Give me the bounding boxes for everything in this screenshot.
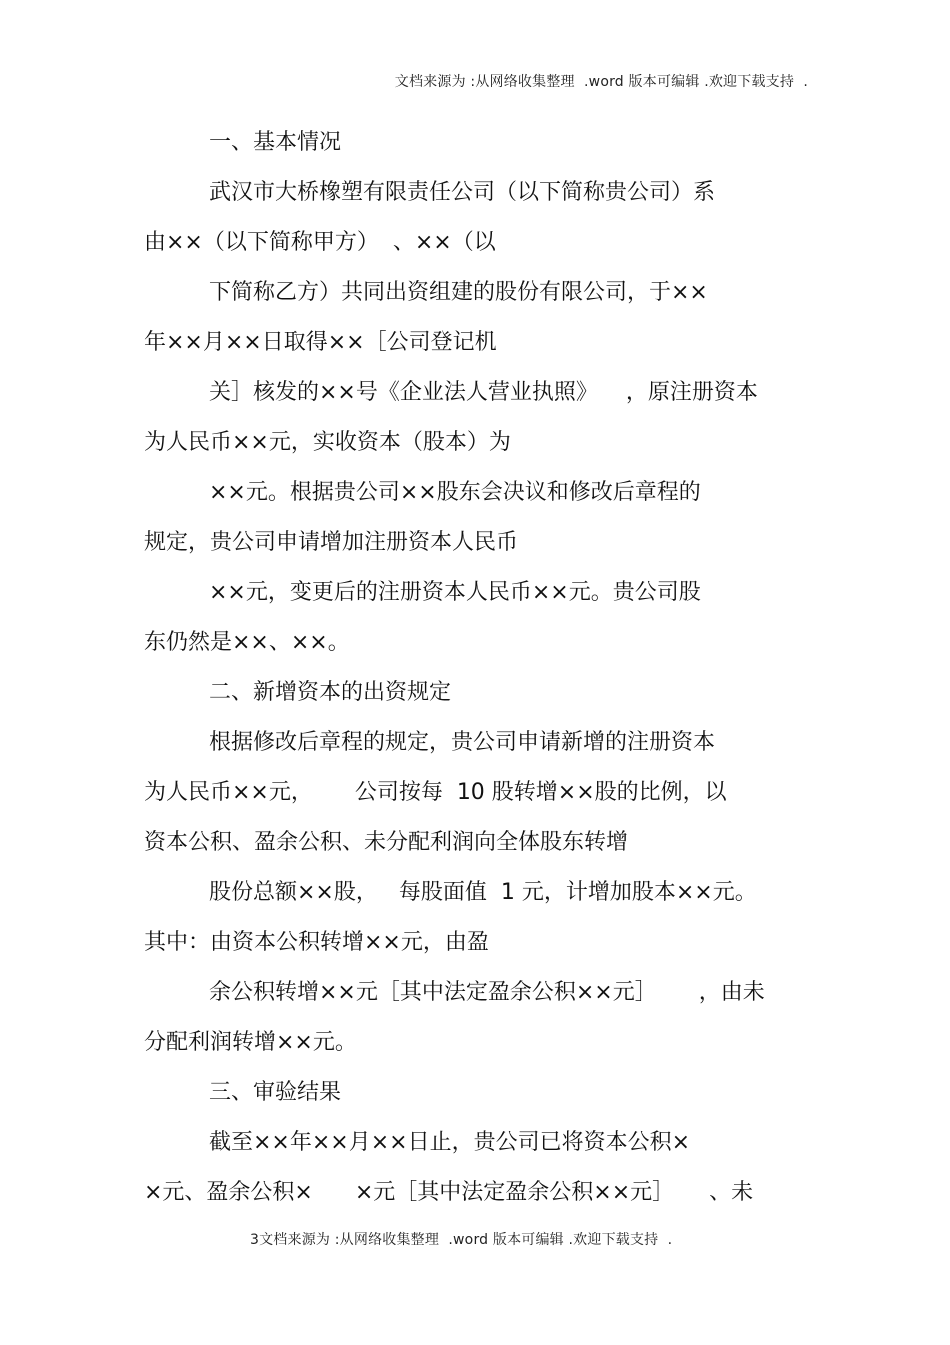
body-line: 余公积转增××元［其中法定盈余公积××元］ ，由未 [209,980,765,1005]
body-line: ××元。根据贵公司××股东会决议和修改后章程的 [209,480,701,505]
section-heading-audit-result: 三、审验结果 [209,1080,342,1105]
body-line: 为人民币××元，实收资本（股本）为 [144,430,511,455]
body-line: 关］核发的××号《企业法人营业执照》 ，原注册资本 [209,380,758,405]
body-line: 其中：由资本公积转增××元，由盈 [144,930,489,955]
body-line: 资本公积、盈余公积、未分配利润向全体股东转增 [144,830,629,855]
body-line: 下简称乙方）共同出资组建的股份有限公司，于×× [209,280,708,305]
body-line: ×元、盈余公积× ×元［其中法定盈余公积××元］ 、未 [144,1180,754,1205]
page-header: 文档来源为 :从网络收集整理 .word 版本可编辑 .欢迎下载支持 . [394,74,808,90]
body-line: 年××月××日取得××［公司登记机 [144,330,497,355]
body-line: 股份总额××股， 每股面值 1 元，计增加股本××元。 [209,880,757,905]
section-heading-new-capital: 二、新增资本的出资规定 [209,680,452,705]
body-line: 根据修改后章程的规定，贵公司申请新增的注册资本 [209,730,716,755]
body-line: 截至××年××月××日止，贵公司已将资本公积× [209,1130,691,1155]
body-line: 由××（以下简称甲方） 、××（以 [144,230,496,255]
body-line: 分配利润转增××元。 [144,1030,357,1055]
body-line: 武汉市大桥橡塑有限责任公司（以下简称贵公司）系 [209,180,716,205]
body-line: 为人民币××元， 公司按每 10 股转增××股的比例，以 [144,780,727,805]
page-footer: 3文档来源为 :从网络收集整理 .word 版本可编辑 .欢迎下载支持 . [250,1232,673,1248]
body-line: 东仍然是××、××。 [144,630,350,655]
body-line: 规定，贵公司申请增加注册资本人民币 [144,530,519,555]
section-heading-basic-info: 一、基本情况 [209,130,342,155]
body-line: ××元，变更后的注册资本人民币××元。贵公司股 [209,580,701,605]
